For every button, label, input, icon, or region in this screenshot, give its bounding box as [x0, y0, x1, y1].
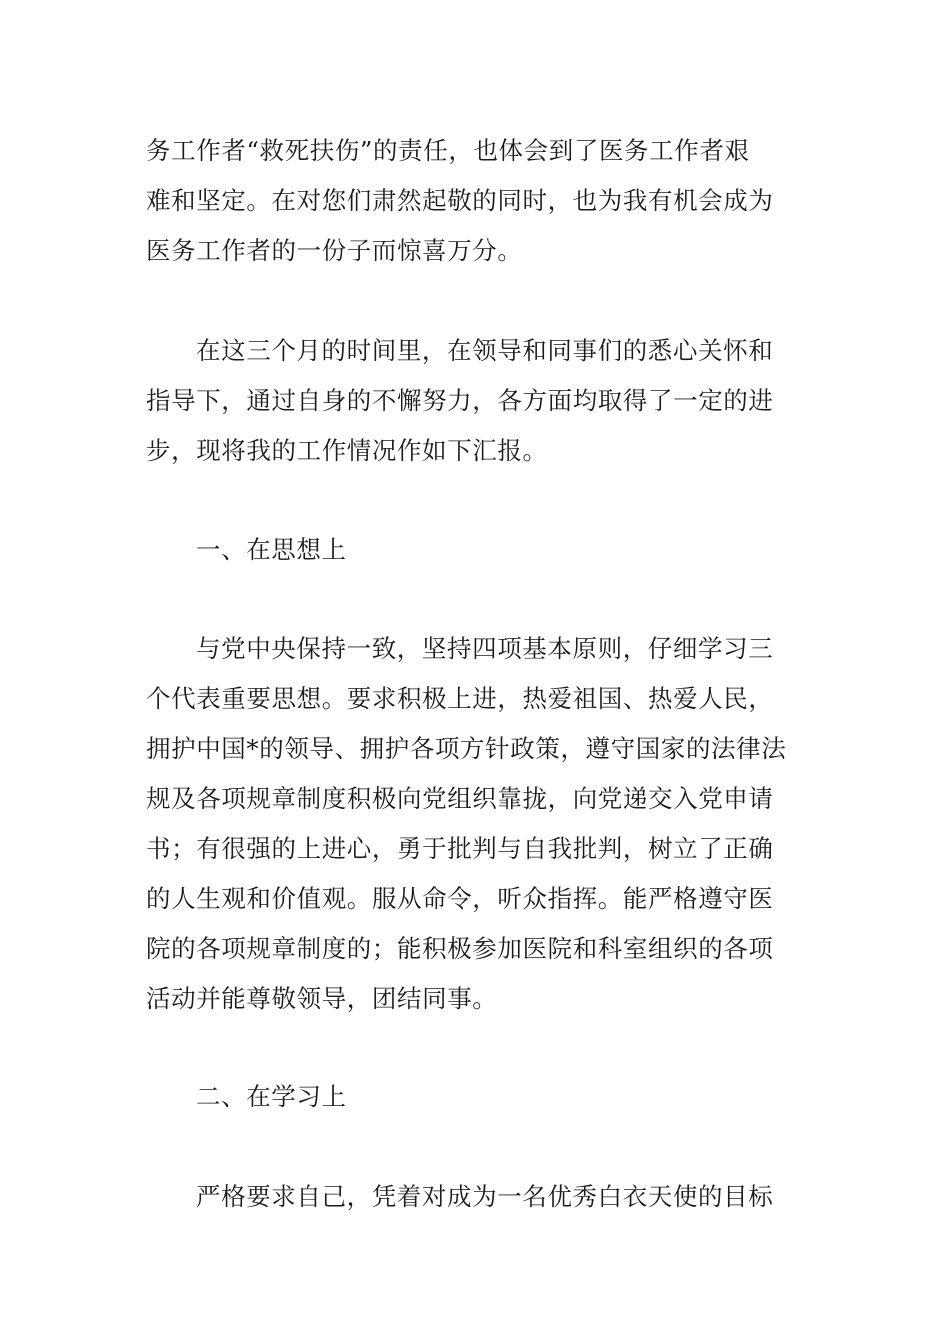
section-heading-thought: 一、在思想上	[196, 535, 347, 564]
paragraph-line: 指导下，通过自身的不懈努力，各方面均取得了一定的进	[146, 386, 774, 415]
paragraph-line: 书；有很强的上进心，勇于批判与自我批判，树立了正确	[146, 834, 774, 863]
section-heading-study: 二、在学习上	[196, 1082, 347, 1111]
paragraph-line: 规及各项规章制度积极向党组织靠拢，向党递交入党申请	[146, 784, 774, 813]
paragraph-line: 活动并能尊敬领导，团结同事。	[146, 984, 498, 1013]
paragraph-line: 步，现将我的工作情况作如下汇报。	[146, 436, 548, 465]
paragraph-line: 务工作者“救死扶伤”的责任，也体会到了医务工作者艰	[146, 136, 750, 165]
paragraph-line: 医务工作者的一份子而惊喜万分。	[146, 236, 523, 265]
paragraph-line: 的人生观和价值观。服从命令，听众指挥。能严格遵守医	[146, 884, 774, 913]
paragraph-line: 与党中央保持一致，坚持四项基本原则，仔细学习三	[196, 634, 774, 663]
paragraph-line: 难和坚定。在对您们肃然起敬的同时，也为我有机会成为	[146, 186, 774, 215]
paragraph-line: 院的各项规章制度的；能积极参加医院和科室组织的各项	[146, 934, 774, 963]
paragraph-line: 拥护中国*的领导、拥护各项方针政策，遵守国家的法律法	[146, 734, 787, 763]
paragraph-line: 在这三个月的时间里，在领导和同事们的悉心关怀和	[196, 336, 774, 365]
paragraph-line: 严格要求自己，凭着对成为一名优秀白衣天使的目标	[196, 1182, 774, 1211]
paragraph-line: 个代表重要思想。要求积极上进，热爱祖国、热爱人民，	[146, 684, 774, 713]
